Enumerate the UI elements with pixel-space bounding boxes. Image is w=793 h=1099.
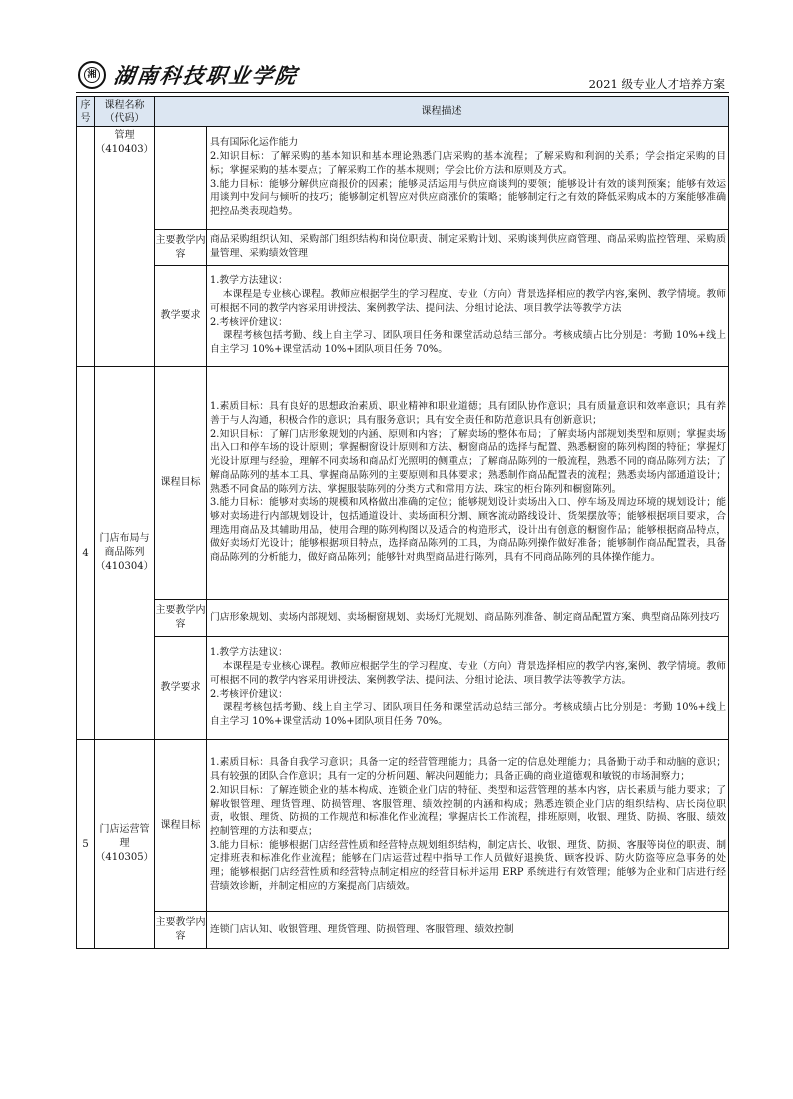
table-row [77,127,729,230]
row-content: 门店形象规划、卖场内部规划、卖场橱窗规划、卖场灯光规划、商品陈列准备、制定商品配置方案、典型商品陈列技巧 [207,600,729,637]
row-content-label: 主要教学内容 [155,230,207,266]
row-seq [77,127,95,367]
table-row [77,637,729,740]
row-seq: 5 [77,740,95,949]
row-goal-label [155,127,207,230]
header-seq: 序号 [77,97,95,127]
table-row [77,367,729,600]
school-logo [78,60,298,90]
table-row [77,266,729,367]
course-table [76,96,729,949]
row-req-label: 教学要求 [155,266,207,367]
row-course-name: 门店布局与商品陈列 （410304） [95,367,155,740]
table-row [77,912,729,949]
school-name: 湖南科技职业学院 [112,63,300,88]
school-emblem-icon: 湘 [78,61,106,89]
row-course-name: 管理 （410403） [95,127,155,367]
document-title: 2021 级专业人才培养方案 [588,77,725,91]
table-row [77,230,729,266]
row-seq: 4 [77,367,95,740]
header-course-name: 课程名称（代码） [95,97,155,127]
row-objectives: 1.素质目标：具有良好的思想政治素质、职业精神和职业道德；具有团队协作意识；具有质量意识和效率意识；具有养善于与人沟通，积极合作的意识；具有服务意识；具有安全责任和防范意识具有创新意识； 2.知识目标：了解门店形象规划的内涵、原则和内容；了解卖场的整体布局；了解卖场内部规划类型和原则；掌握卖场出入口和停车场的设计原则；掌握橱窗设计原则和方法、橱窗商品的选择与配置、熟悉橱窗的陈列构图的特征；掌握灯光设计原理与经验，理解不同卖场和商品灯光照明的侧重点；了解商品陈列的一般流程，熟悉不同的商品陈列方法；了解商品陈列的基本工具、掌握商品陈列的主要原则和具体要求；熟悉制作商品配置表的流程；熟悉卖场内部通道设计；熟悉不同食品的陈列方法、掌握服装陈列的分类方式和常用方法、珠宝的柜台陈列和橱窗陈列。 3.能力目标：能够对卖场的规模和风格做出准确的定位；能够规划设计卖场出入口、停车场及周边环境的规划设计；能够对卖场进行内部规划设计，包括通道设计、卖场面积分割、顾客流动路线设计、货架摆放等；能够根据项目要求，合理选用商品及其辅助用品，使用合理的陈列构图以及适合的构造形式，设计出有创意的橱窗作品；能够根据商品特点，做好卖场灯光设计；能够根据项目特点，选择商品陈列的工具，为商品陈列操作做好准备；能够制作商品配置表，具备商品陈列的分析能力，做好商品陈列；能够针对典型商品进行陈列，具有不同商品陈列的具体操作能力。 [207,367,729,600]
row-objectives: 具有国际化运作能力 2.知识目标：了解采购的基本知识和基本理论熟悉门店采购的基本流程；了解采购和利润的关系；学会指定采购的目标；掌握采购的基本要点；了解采购工作的基本规则；学会比价方法和原则及方式。 3.能力目标：能够分解供应商报价的因素；能够灵活运用与供应商谈判的要领；能够设计有效的谈判预案；能够有效运用谈判中发问与倾听的技巧；能够制定机智应对供应商涨价的策略；能够制定行之有效的降低采购成本的方案能够准确把控品类表现趋势。 [207,127,729,230]
row-content-label: 主要教学内容 [155,912,207,949]
row-requirements: 1.教学方法建议： 本课程是专业核心课程。教师应根据学生的学习程度、专业（方向）背景选择相应的教学内容,案例、教学情境。教师可根据不同的教学内容采用讲授法、案例教学法、提问法、分组讨论法、项目教学法等教学方法 2.考核评价建议： 课程考核包括考勤、线上自主学习、团队项目任务和课堂活动总结三部分。考核成绩占比分别是：考勤 10%+线上自主学习 10%+课堂活动 10%+团队项目任务 70%。 [207,266,729,367]
table-row [77,600,729,637]
header-divider [76,92,729,93]
row-course-name: 门店运营管理 （410305） [95,740,155,949]
table-header-row [77,97,729,127]
row-content: 商品采购组织认知、采购部门组织结构和岗位职责、制定采购计划、采购谈判供应商管理、商品采购监控管理、采购质量管理、采购绩效管理 [207,230,729,266]
row-req-label: 教学要求 [155,637,207,740]
row-objectives: 1.素质目标：具备自我学习意识；具备一定的经营管理能力；具备一定的信息处理能力；具备勤于动手和动脑的意识；具有较强的团队合作意识；具有一定的分析问题、解决问题能力；具备正确的商业道德观和敏锐的市场洞察力； 2.知识目标：了解连锁企业的基本构成、连锁企业门店的特征、类型和运营管理的基本内容，店长素质与能力要求；了解收银管理、理货管理、防损管理、客服管理、绩效控制的内涵和构成；熟悉连锁企业门店的组织结构、店长岗位职责，收银、理货、防损的工作规范和标准化作业流程；掌握店长工作流程，排班原则，收银、理货、防损、客服、绩效控制管理的方法和要点； 3.能力目标：能够根据门店经营性质和经营特点规划组织结构，制定店长、收银、理货、防损、客服等岗位的职责、制定排班表和标准化作业流程；能够在门店运营过程中指导工作人员做好退换货、顾客投诉、防火防盗等应急事务的处理；能够根据门店经营性质和经营特点制定相应的经营目标并运用 ERP 系统进行有效管理；能够为企业和门店进行经营绩效诊断，并制定相应的方案提高门店绩效。 [207,740,729,912]
row-requirements: 1.教学方法建议： 本课程是专业核心课程。教师应根据学生的学习程度、专业（方向）背景选择相应的教学内容,案例、教学情境。教师可根据不同的教学内容采用讲授法、案例教学法、提问法、分组讨论法、项目教学法等教学方法。 2.考核评价建议： 课程考核包括考勤、线上自主学习、团队项目任务和课堂活动总结三部分。考核成绩占比分别是：考勤 10%+线上自主学习 10%+课堂活动 10%+团队项目任务 70%。 [207,637,729,740]
row-content-label: 主要教学内容 [155,600,207,637]
table-row [77,740,729,912]
row-goal-label: 课程目标 [155,740,207,912]
header-desc: 课程描述 [155,97,729,127]
row-content: 连锁门店认知、收银管理、理货管理、防损管理、客服管理、绩效控制 [207,912,729,949]
row-goal-label: 课程目标 [155,367,207,600]
